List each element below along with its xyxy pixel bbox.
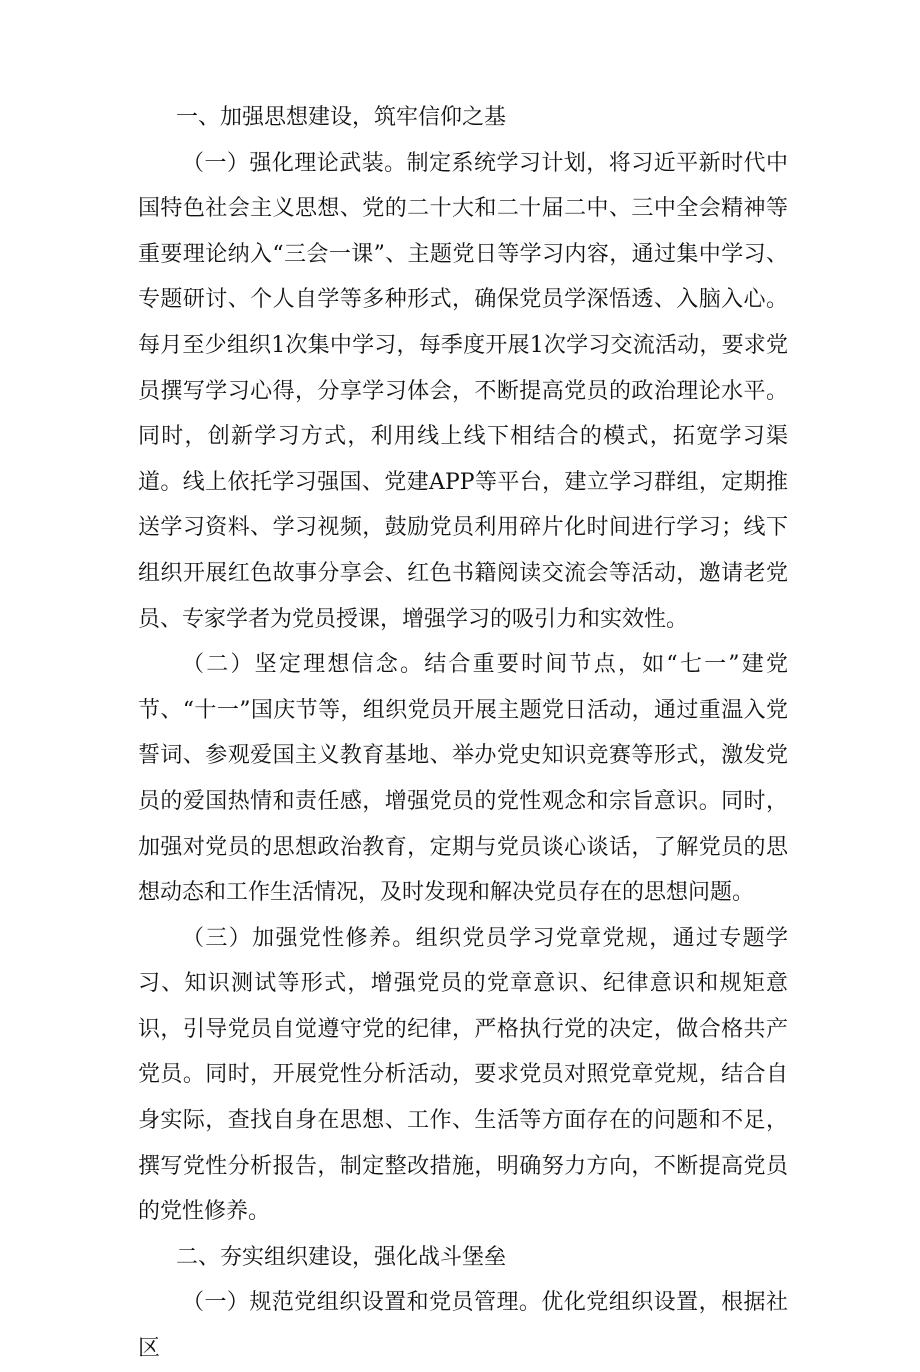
section-1-paragraph-3: （三）加强党性修养。组织党员学习党章党规，通过专题学习、知识测试等形式，增强党员的党章意识、纪律意识和规矩意识，引导党员自觉遵守党的纪律，严格执行党的决定，做合格共产党员。同时，开展党性分析活动，要求党员对照党章党规，结合自身实际，查找自身在思想、工作、生活等方面存在的问题和不足，撰写党性分析报告，制定整改措施，明确努力方向，不断提高党员的党性修养。 [138, 925, 788, 1225]
section-1-paragraph-2: （二）坚定理想信念。结合重要时间节点，如“七一”建党节、“十一”国庆节等，组织党员开展主题党日活动，通过重温入党誓词、参观爱国主义教育基地、举办党史知识竞赛等形式，激发党员的爱国热情和责任感，增强党员的党性观念和宗旨意识。同时，加强对党员的思想政治教育，定期与党员谈心谈话，了解党员的思想动态和工作生活情况，及时发现和解决党员存在的思想问题。 [138, 652, 788, 906]
document-body [138, 95, 788, 1372]
section-2-heading: 二、夯实组织建设，强化战斗堡垒 [176, 1244, 507, 1270]
section-2-paragraph-1: （一）规范党组织设置和党员管理。优化党组织设置，根据社区 [138, 1290, 788, 1362]
section-1-heading: 一、加强思想建设，筑牢信仰之基 [176, 105, 507, 130]
section-1-paragraph-1: （一）强化理论武装。制定系统学习计划，将习近平新时代中国特色社会主义思想、党的二十大和二十届二中、三中全会精神等重要理论纳入“三会一课”、主题党日等学习内容，通过集中学习、专题研讨、个人自学等多种形式，确保党员学深悟透、入脑入心。每月至少组织1次集中学习，每季度开展1次学习交流活动，要求党员撰写学习心得，分享学习体会，不断提高党员的政治理论水平。同时，创新学习方式，利用线上线下相结合的模式，拓宽学习渠道。线上依托学习强国、党建APP等平台，建立学习群组，定期推送学习资料、学习视频，鼓励党员利用碎片化时间进行学习；线下组织开展红色故事分享会、红色书籍阅读交流会等活动，邀请老党员、专家学者为党员授课，增强学习的吸引力和实效性。 [138, 150, 788, 632]
